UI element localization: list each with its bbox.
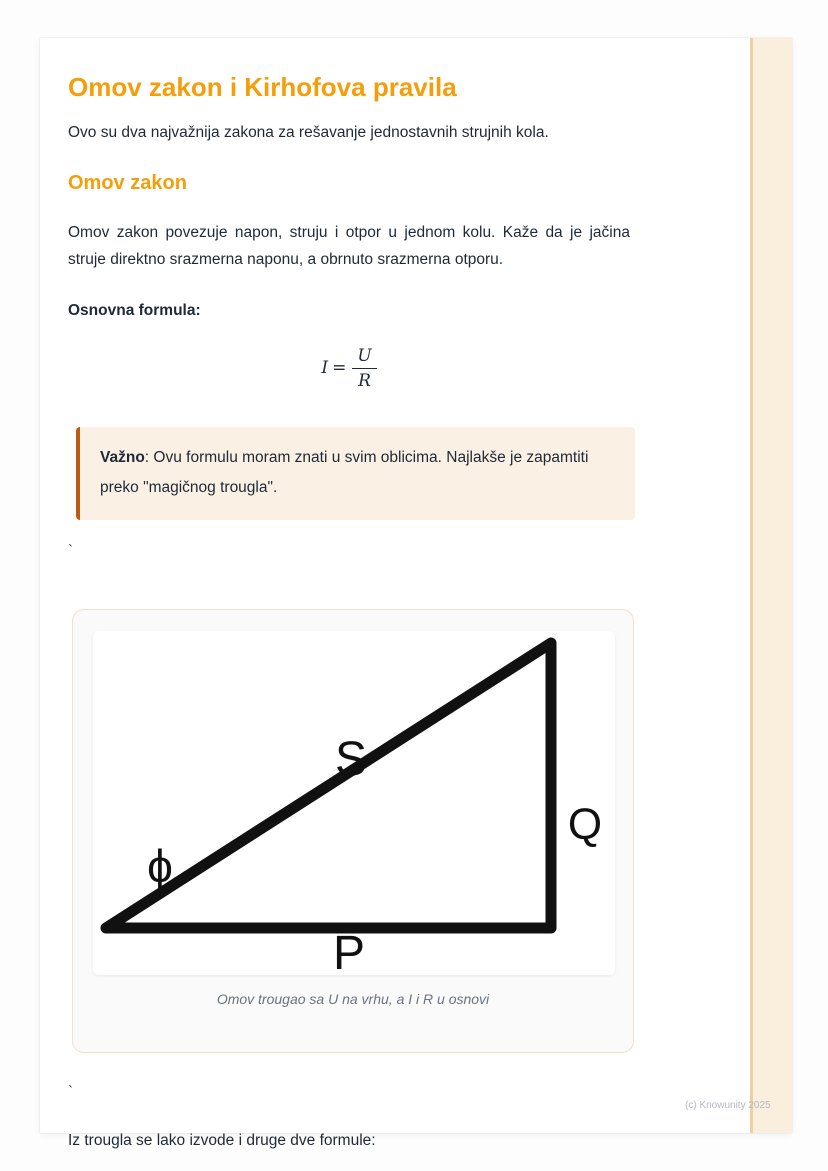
triangle-drawing — [93, 631, 615, 981]
important-note-text: : Ovu formulu moram znati u svim oblicima. Najlakše je zapamtiti preko "magičnog trougla". — [100, 449, 589, 497]
page-edge-stripe — [750, 38, 792, 1133]
figure-card — [72, 609, 634, 1053]
hypotenuse-label: S — [334, 733, 368, 787]
base-label: P — [332, 927, 366, 981]
formula-numerator: U — [357, 346, 372, 367]
knowunity-watermark: (c) Knowunity 2025 — [685, 1100, 771, 1111]
important-note — [76, 427, 635, 520]
ohm-triangle-image — [93, 631, 615, 981]
angle-phi-label: ϕ — [147, 840, 173, 893]
stray-backtick-1: ` — [68, 542, 73, 560]
vertical-side-label: Q — [567, 800, 603, 850]
stray-backtick-2: ` — [68, 1083, 73, 1101]
figure-caption: Omov trougao sa U na vrhu, a I i R u osnovi — [216, 991, 490, 1008]
document-page — [40, 38, 792, 1150]
page-content — [40, 38, 635, 1150]
important-note-label: Važno — [100, 449, 145, 467]
closing-paragraph: Iz trougla se lako izvode i druge dve formule: — [68, 1132, 376, 1150]
formula-label: Osnovna formula: — [68, 302, 201, 320]
formula-denominator: R — [358, 371, 371, 392]
section-heading: Omov zakon — [68, 172, 187, 195]
intro-paragraph: Ovo su dva najvažnija zakona za rešavanje jednostavnih strujnih kola. — [68, 124, 549, 142]
page-title: Omov zakon i Kirhofova pravila — [68, 72, 457, 102]
ohm-formula — [68, 346, 630, 391]
formula-lhs: I — [321, 358, 329, 379]
formula-fraction — [352, 346, 376, 391]
body-paragraph: Omov zakon povezuje napon, struju i otpor u jednom kolu. Kaže da je jačina struje direktno srazmerna naponu, a obrnuto srazmerna otporu. — [68, 224, 630, 269]
formula-equals: = — [332, 358, 347, 379]
